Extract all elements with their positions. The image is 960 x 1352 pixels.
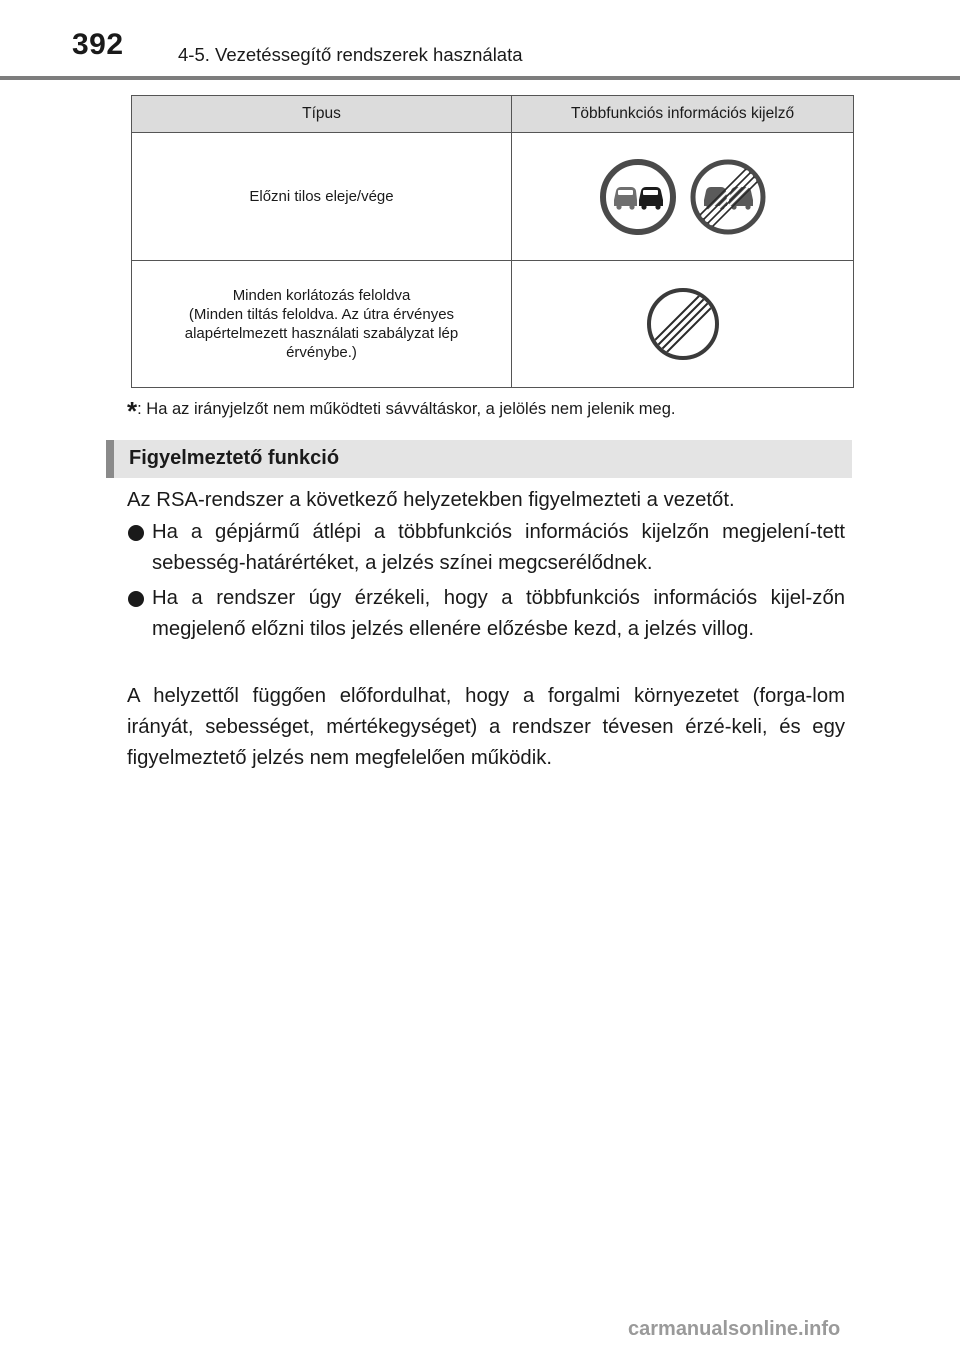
no-overtaking-sign-icon (599, 158, 677, 236)
end-of-no-overtaking-sign-icon (689, 158, 767, 236)
table-cell-type: Előzni tilos eleje/vége (132, 133, 512, 261)
bullet-icon (128, 591, 144, 607)
table-cell-signs (512, 261, 854, 388)
page-number: 392 (72, 28, 124, 61)
type-line: alapértelmezett használati szabályzat lép (184, 325, 459, 342)
bullet-text: Ha a rendszer úgy érzékeli, hogy a többfunkciós információs kijel-zőn megjelenő előzni tilos jelzés ellenére előzésbe kezd, a jelzés villog. (152, 587, 845, 640)
sign-type-table (131, 95, 854, 388)
type-line: (Minden tiltás feloldva. Az útra érvényes (188, 306, 455, 323)
end-of-all-restrictions-sign-icon (645, 286, 721, 362)
table-cell-type (132, 261, 512, 388)
footnote-marker: * (127, 396, 138, 426)
intro-paragraph: Az RSA-rendszer a következő helyzetekben figyelmezteti a vezetőt. (127, 489, 735, 511)
table-footnote (127, 396, 675, 427)
column-header-display: Többfunkciós információs kijelző (512, 96, 854, 133)
bullet-text: Ha a gépjármű átlépi a többfunkciós információs kijelzőn megjelení-tett sebesség-határértéket, a jelzés színei megcserélődnek. (152, 521, 845, 574)
header-rule (0, 76, 960, 80)
table-header-row (132, 96, 854, 133)
table-row (132, 133, 854, 261)
running-header-title: 4-5. Vezetéssegítő rendszerek használata (178, 44, 523, 65)
watermark: carmanualsonline.info (628, 1318, 841, 1340)
list-item (127, 583, 845, 645)
note-paragraph: A helyzettől függően előfordulhat, hogy a forgalmi környezetet (forga-lom irányát, sebességet, mértékegységet) a rendszer tévesen érzé-keli, és egy figyelmeztető jelzés nem megfelelően működik. (127, 685, 845, 769)
type-line: érvénybe.) (286, 344, 357, 361)
bullet-icon (128, 525, 144, 541)
type-line: Minden korlátozás feloldva (232, 287, 411, 304)
table-cell-signs (512, 133, 854, 261)
section-heading-bar (106, 440, 852, 478)
table-row (132, 261, 854, 388)
column-header-type: Típus (132, 96, 512, 133)
list-item (127, 517, 845, 579)
footnote-text: : Ha az irányjelzőt nem működteti sávváltáskor, a jelölés nem jelenik meg. (137, 400, 676, 418)
section-heading: Figyelmeztető funkció (129, 447, 340, 469)
